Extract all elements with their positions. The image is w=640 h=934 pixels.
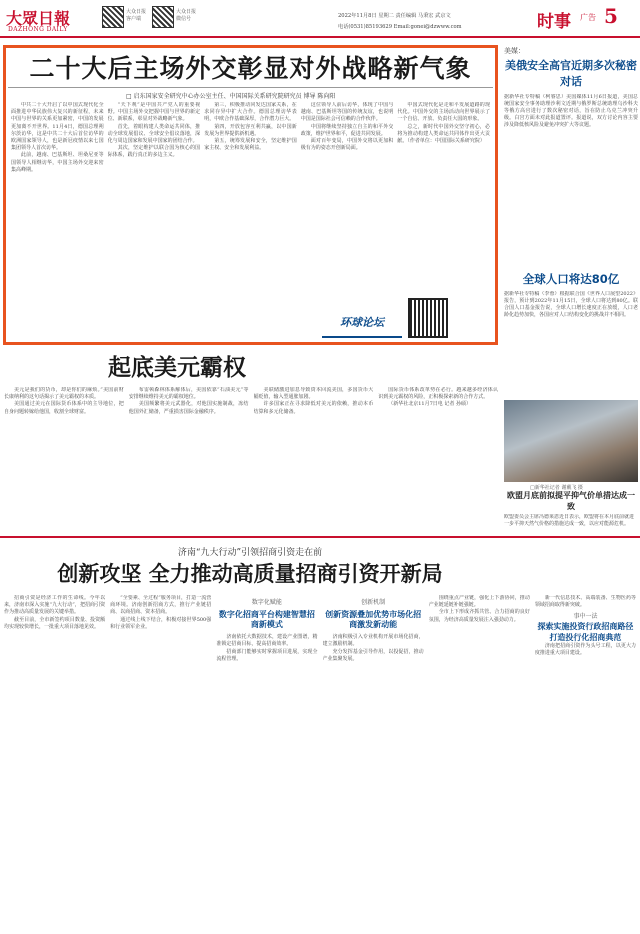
contact-line: 电话(0531)85193629 Email:gonei@dzwww.com — [338, 24, 462, 30]
side-article-2[interactable] — [504, 272, 638, 401]
photo-headline[interactable]: 欧盟月底前拟提平抑气价单措达成一致 — [507, 490, 635, 511]
paragraph: “全要素、全过程”服务项目，打造一流营商环境。济南创新招商方式，推行产业链招商、以商招商、资本招商。 — [110, 595, 212, 616]
side-kicker: 美媒： — [504, 47, 525, 55]
feature-column — [301, 102, 394, 332]
news-photo[interactable] — [504, 400, 638, 482]
dollar-column — [4, 387, 124, 529]
dollar-article[interactable] — [0, 347, 500, 533]
paragraph: 充分发挥基金引导作用，以投促招，推动产业集聚发展。 — [322, 648, 424, 662]
bottom-column — [429, 595, 530, 931]
dollar-column — [129, 387, 249, 529]
paragraph: 国际货币体系改革势在必行。越来越多经济体认识到美元霸权的风险，正积极探索新的合作方式。 — [378, 387, 498, 401]
feature-byline: □ 启东国家安全研究中心办公室主任、中国国际关系研究院研究员 博导 陈向阳 — [126, 93, 336, 100]
section-divider — [0, 536, 640, 538]
paragraph: 其次，坚定维护以联合国为核心的国际体系，践行真正的多边主义。 — [107, 145, 201, 159]
subsection-headline: 创新资源叠加优势市场化招商激发新动能 — [325, 610, 422, 630]
photo-text: 欧盟委员会主席冯德莱恩近日表示，欧盟将在本月底前就进一步平抑天然气价格的措施达成一致，以应对能源危机。 — [504, 514, 635, 527]
dollar-columns — [4, 387, 498, 529]
column-stamp: 环球论坛 — [322, 310, 402, 338]
paragraph: 第三，积极推动同发达国家关系，在求同存异中扩大合作。德国总理访华表明，中欧合作基础深厚，合作潜力巨大。 — [204, 102, 297, 123]
paragraph: 招商引资是经济工作的生命线。今年以来，济南市深入实施“九大行动”，把招商引资作为推动高质量发展的关键举措。 — [4, 595, 106, 616]
bottom-column — [216, 595, 317, 931]
paragraph: 中国将继续坚持独立自主的和平外交政策，维护世界和平，促进共同发展。 — [300, 123, 394, 137]
bottom-column — [323, 595, 424, 931]
paragraph: 中共二十大开启了以中国式现代化全面推进中华民族伟大复兴的新征程，未来中国与世界的关系更加紧密，中国的发展更加离不开世界。11月4日，德国总理朔尔茨访华，这是中共二十大后首位访华的欧洲国家领导人，也是新冠疫情以来七国集团领导人首次访华。 — [11, 102, 104, 152]
wechat-qr-icon — [152, 6, 174, 28]
paragraph: 全市上下形成齐抓共管、合力招商的良好氛围，为经济高质量发展注入强劲动力。 — [428, 609, 530, 623]
paragraph: 面对百年变局，中国外交将以更加积极有为的姿态开创新局面。 — [300, 138, 394, 152]
paragraph: 中国式现代化是走和平发展道路的现代化。中国外交的主场活动向世界展示了一个自信、开放、负责任大国的形象。 — [397, 102, 490, 123]
paragraph: 新一代信息技术、高端装备、生物医药等领域招商取得新突破。 — [534, 595, 637, 609]
side-text-1: 据新华社专特稿（柯睿思）美国媒体11月6日报道，美国总统国家安全事务助理沙利文近期与俄罗斯总统助理乌沙科夫等俄方高官进行了数次秘密对话，旨在防止乌克兰冲突升级。白宫方面未对此报道置评。报道说，双方讨论内容主要涉及降低核风险及避免冲突扩大等议题。 — [504, 94, 638, 128]
paragraph: 济南把招商引资作为头号工程，以更大力度推进重大项目建设。 — [534, 642, 637, 656]
paragraph: “天下观”是中国共产党人的重要视野。中国主场外交把握中国与世界的新定位、新联系，彰显对外战略新气象。 — [107, 102, 201, 123]
section-title: 时事 — [537, 12, 571, 32]
paragraph: 布雷顿森林体系解体后，美国依靠“石油美元”等安排继续维持美元的霸权地位。 — [128, 387, 249, 401]
issue-date-line: 2022年11月8日 星期二 责任编辑 马秉宏 武京文 — [338, 13, 451, 19]
dollar-column — [378, 387, 498, 529]
feature-headline[interactable]: 二十大后主场外交彰显对外战略新气象 — [8, 50, 493, 88]
bottom-column — [110, 595, 211, 931]
feature-column — [11, 102, 104, 332]
side-headline-2[interactable]: 全球人口将达80亿 — [522, 272, 620, 286]
qr-label-client: 大众日报客户端 — [126, 9, 147, 22]
paragraph: 美国通过美元在国际货币体系中的主导地位，把自身问题转嫁给他国，收割全球财富。 — [4, 401, 124, 415]
bottom-column — [4, 595, 105, 931]
qr-label-wechat: 大众日报微信号 — [176, 9, 197, 22]
subsection-kicker: 创新机制 — [361, 599, 386, 606]
subsection-headline: 数字化招商平台构建智慧招商新模式 — [218, 610, 315, 630]
bottom-column — [535, 595, 636, 931]
masthead — [0, 0, 640, 38]
bottom-columns — [4, 595, 636, 931]
paragraph: 此前，越南、巴基斯坦、坦桑尼亚等国领导人相继访华，中国主场外交迎来密集高峰期。 — [11, 152, 104, 173]
feature-column — [108, 102, 201, 332]
side-text-2: 据新华社专特稿（李蓉）根据联合国《世界人口展望2022》报告，预计到2022年11月15日，全球人口将达到80亿。联合国人口基金报告说，全球人口增长速度正在放缓，人口老龄化趋势加快，各国应对人口结构变化的挑战并不相同。 — [504, 291, 638, 318]
paragraph: 第五，统筹发展和安全，坚定维护国家主权、安全和发展利益。 — [204, 138, 297, 152]
dollar-column — [254, 387, 374, 529]
subsection-headline: 探索实施投资行政招商路径打造投行化招商典范 — [537, 621, 634, 642]
paragraph: 美元是我们的货币，却是你们的麻烦。”美国前财长康纳利的这句话揭示了美元霸权的本质。 — [4, 387, 124, 401]
paragraph: 美国频繁将美元武器化，对他国实施制裁，冻结他国外汇储备，严重损害国际金融秩序。 — [128, 401, 249, 415]
paragraph: 首先，着眼构建人类命运共同体，推动全球发展倡议、全球安全倡议落地，深化与周边国家和发展中国家的团结合作。 — [107, 123, 201, 145]
paragraph: 许多国家正在寻求降低对美元的依赖，推动本币结算和多元化储备。 — [253, 401, 374, 415]
side-article-1[interactable] — [504, 58, 638, 264]
paragraph: 美联储激进加息导致资本回流美国，多国货币大幅贬值，输入型通胀加剧。 — [253, 387, 374, 401]
feature-column — [204, 102, 297, 332]
paragraph: 通过线上线下结合，积极对接世界500强和行业领军企业。 — [110, 616, 212, 630]
subsection-kicker: 数字化赋能 — [251, 599, 282, 606]
paragraph: 这位领导人前后访华，体现了中国与越南、巴基斯坦等国的传统友谊，也说明中国是国际社会可信赖的合作伙伴。 — [300, 102, 394, 123]
newspaper-logo-en: DAZHONG DAILY — [8, 26, 68, 33]
paragraph: 总之，新时代中国外交坚守初心，必将为推动构建人类命运共同体作出更大贡献。（作者单位：中国国际关系研究院） — [397, 123, 490, 145]
ad-tag: 广告 — [580, 13, 596, 22]
paragraph: （新华社北京11月7日电 记者 孙硕） — [388, 401, 471, 408]
article-qr-icon[interactable] — [408, 298, 448, 338]
side-column — [504, 40, 638, 318]
paragraph: 济南积极引入专业机构开展市场化招商，建立激励机制。 — [322, 634, 424, 648]
side-headline-1[interactable]: 美俄安全高官近期多次秘密对话 — [505, 59, 637, 88]
page-number: 5 — [604, 4, 618, 28]
client-qr-icon — [102, 6, 124, 28]
bottom-headline[interactable]: 创新攻坚 全力推动高质量招商引资开新局 — [57, 562, 443, 586]
dollar-headline[interactable]: 起底美元霸权 — [108, 355, 246, 381]
subsection-kicker: 事中一法 — [573, 613, 598, 621]
newspaper-logo: 大眾日報 — [6, 9, 71, 28]
paragraph: 第四，开放包容互利共赢，以中国新发展为世界提供新机遇。 — [204, 123, 297, 137]
photo-caption: □新华社记者 谢戴飞 摄 — [530, 485, 583, 491]
paragraph: 济南依托大数据技术，建设产业图谱，精准锁定招商目标，提高招商效率。 — [216, 634, 318, 648]
paragraph: 招商部门能够实时掌握项目进展，实现全流程管理。 — [216, 648, 318, 662]
feature-article[interactable] — [3, 45, 498, 345]
bottom-kicker: 济南“九大行动”引领招商引资走在前 — [177, 548, 323, 558]
paragraph: 截至目前，全市新签约项目数量、投资额均实现较快增长，一批重大项目落地见效。 — [4, 616, 106, 630]
paragraph: 围绕重点产业链，强化上下游协同，推动产业链延链补链强链。 — [428, 595, 530, 609]
